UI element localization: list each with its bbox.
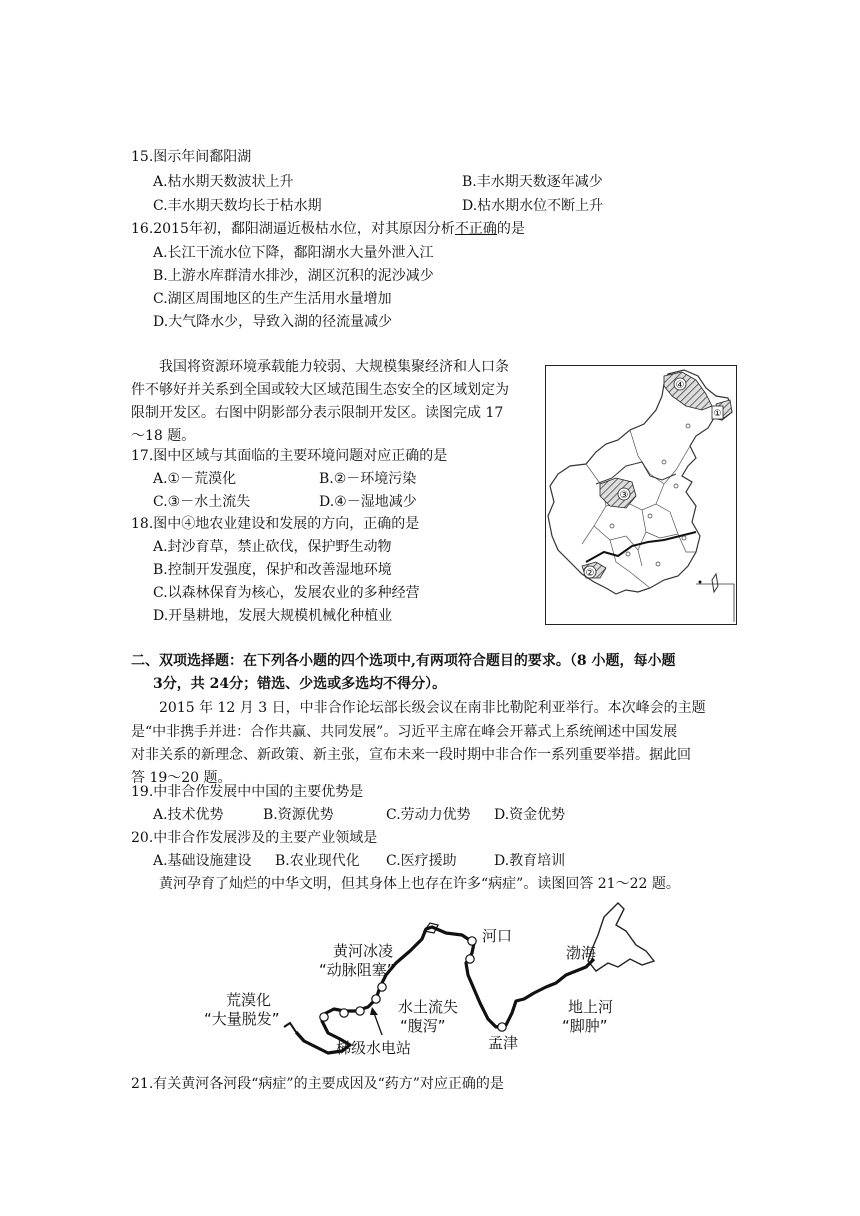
label-jiaozhong: “脚肿” [562, 1017, 608, 1035]
q20-option-d: D.教育培训 [494, 853, 566, 869]
passage2-line3: 对非关系的新理念、新政策、新主张，宣布未来一段时期中非合作一系列重要举措。据此回 [131, 747, 691, 763]
q19-option-b: B.资源优势 [263, 807, 334, 823]
q20-option-a: A.基础设施建设 [153, 853, 252, 869]
passage2-line2: 是“中非携手并进：合作共赢、共同发展”。习近平主席在峰会开幕式上系统阐述中国发展 [131, 724, 678, 740]
section2-heading-line1: 二、双项选择题：在下列各小题的四个选项中,有两项符合题目的要求。（8 小题，每小题 [131, 653, 676, 669]
passage1-line3: 限制开发区。右图中阴影部分表示限制开发区。读图完成 17 [131, 405, 504, 421]
map-label-2: ② [585, 568, 595, 579]
label-hekou: 河口 [482, 927, 513, 945]
yellow-river-figure [200, 895, 670, 1070]
q21-stem: 21.有关黄河各河段“病症”的主要成因及“药方”对应正确的是 [131, 1076, 504, 1092]
q16-option-b: B.上游水库群清水排沙，湖区沉积的泥沙减少 [153, 268, 434, 284]
passage1-line2: 件不够好并关系到全国或较大区域范围生态安全的区域划定为 [131, 382, 509, 398]
map-label-1: ① [713, 409, 722, 419]
q15-stem: 15.图示年间鄱阳湖 [131, 149, 252, 165]
q17-option-c: C.③－水土流失 [153, 494, 251, 510]
q16-stem [131, 219, 525, 239]
province-line [582, 464, 606, 544]
q20-option-b: B.农业现代化 [275, 853, 360, 869]
section2-heading-line2: 3分，共 24分；错选、少选或多选均不得分）。 [153, 676, 447, 692]
q18-option-a: A.封沙育草，禁止砍伐，保护野生动物 [153, 539, 392, 555]
q18-option-c: C.以森林保育为核心，发展农业的多种经营 [153, 585, 420, 601]
q20-option-c: C.医疗援助 [386, 853, 457, 869]
bohai-coastline [588, 903, 654, 971]
q19-option-c: C.劳动力优势 [386, 807, 471, 823]
q16-option-a: A.长江干流水位下降，鄱阳湖水大量外泄入江 [153, 245, 434, 261]
province-line [630, 430, 664, 484]
label-shuitu-liushi: 水土流失 [398, 998, 459, 1016]
china-map-figure [545, 365, 737, 625]
q17-stem: 17.图中区域与其面临的主要环境问题对应正确的是 [131, 448, 448, 464]
q19-stem: 19.中非合作发展中中国的主要优势是 [131, 784, 364, 800]
label-dishanghe: 地上河 [568, 998, 614, 1016]
passage2-line1: 2015 年 12 月 3 日，中非合作论坛部长级会议在南非比勒陀利亚举行。本次峰会的主题 [159, 700, 706, 716]
region-4 [664, 372, 712, 410]
label-huanghe-bingling: 黄河冰凌 [333, 942, 394, 960]
taiwan [712, 574, 718, 592]
label-bohai: 渤海 [566, 944, 597, 962]
label-daliang-tuofa: “大量脱发” [204, 1010, 280, 1028]
yellow-river-svg [200, 895, 670, 1070]
q18-stem: 18.图中④地农业建设和发展的方向，正确的是 [131, 516, 420, 532]
map-label-3: ③ [619, 490, 629, 501]
q18-option-d: D.开垦耕地，发展大规模机械化种植业 [153, 608, 393, 624]
q15-option-d: D.枯水期水位不断上升 [462, 198, 604, 214]
passage3-text: 黄河孕育了灿烂的中华文明，但其身体上也存在许多“病症”。读图回答 21～22 题。 [159, 876, 680, 892]
q16-option-c: C.湖区周围地区的生产生活用水量增加 [153, 291, 392, 307]
passage2-line4: 答 19～20 题。 [131, 770, 232, 786]
q20-stem: 20.中非合作发展涉及的主要产业领域是 [131, 830, 378, 846]
arrow-to-stations [374, 1013, 382, 1035]
china-map-svg [546, 366, 735, 623]
label-huangmohua: 荒漠化 [226, 991, 272, 1009]
q16-stem-underlined: 不正确 [454, 221, 497, 237]
passage1-line1: 我国将资源环境承载能力较弱、大规模集聚经济和人口条 [159, 359, 509, 375]
q19-option-a: A.技术优势 [153, 807, 224, 823]
yangtze-river [586, 532, 696, 562]
label-fuxie: “腹泻” [400, 1017, 446, 1035]
label-dongmai-zusai: “动脉阻塞” [319, 961, 395, 979]
label-tiji-shuidianzhan: 梯级水电站 [336, 1039, 412, 1057]
river-tail [284, 1023, 296, 1032]
label-mengjin: 孟津 [488, 1034, 519, 1052]
q17-option-b: B.②－环境污染 [319, 471, 417, 487]
q15-option-b: B.丰水期天数逐年减少 [462, 174, 603, 190]
q16-option-d: D.大气降水少，导致入湖的径流量减少 [153, 314, 393, 330]
q19-option-d: D.资金优势 [494, 807, 566, 823]
q18-option-b: B.控制开发强度，保护和改善湿地环境 [153, 562, 392, 578]
passage1-line4: ～18 题。 [131, 428, 196, 444]
q17-option-a: A.①－荒漠化 [153, 471, 237, 487]
q15-option-a: A.枯水期天数波状上升 [153, 174, 294, 190]
q16-stem-post: 的是 [496, 221, 525, 237]
q15-option-c: C.丰水期天数均长于枯水期 [153, 198, 322, 214]
q17-option-d: D.④－湿地减少 [319, 494, 417, 510]
map-label-4: ④ [675, 380, 685, 391]
q16-stem-pre: 16.2015年初，鄱阳湖逼近极枯水位，对其原因分析 [131, 221, 455, 237]
province-line [638, 510, 646, 566]
